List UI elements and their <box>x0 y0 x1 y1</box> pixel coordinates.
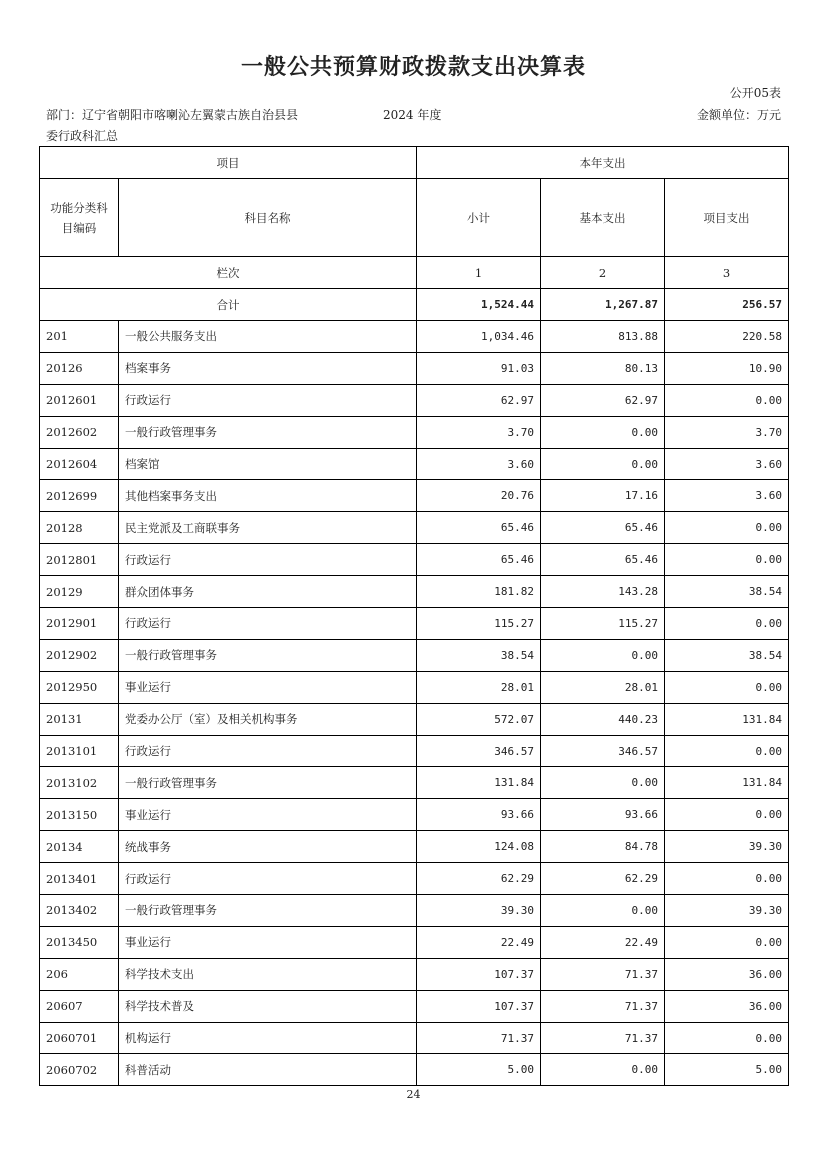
row-basic: 813.88 <box>541 321 665 353</box>
row-code: 2013402 <box>40 895 119 927</box>
row-project: 0.00 <box>665 671 789 703</box>
header-project: 项目 <box>40 147 417 179</box>
row-code: 2013401 <box>40 863 119 895</box>
row-name: 行政运行 <box>119 735 417 767</box>
row-code: 2012699 <box>40 480 119 512</box>
row-basic: 80.13 <box>541 352 665 384</box>
row-project: 0.00 <box>665 926 789 958</box>
column-number-label: 栏次 <box>40 257 417 289</box>
table-row <box>40 352 789 384</box>
row-project: 3.60 <box>665 448 789 480</box>
row-code: 20607 <box>40 990 119 1022</box>
row-code: 2012901 <box>40 608 119 640</box>
row-name: 机构运行 <box>119 1022 417 1054</box>
row-project: 39.30 <box>665 895 789 927</box>
row-name: 一般行政管理事务 <box>119 416 417 448</box>
row-basic: 143.28 <box>541 576 665 608</box>
row-code: 20129 <box>40 576 119 608</box>
row-name: 行政运行 <box>119 544 417 576</box>
row-code: 20134 <box>40 831 119 863</box>
row-basic: 0.00 <box>541 416 665 448</box>
header-current-year: 本年支出 <box>417 147 789 179</box>
table-row <box>40 990 789 1022</box>
table-row <box>40 384 789 416</box>
table-row <box>40 958 789 990</box>
row-subtotal: 107.37 <box>417 958 541 990</box>
row-name: 事业运行 <box>119 799 417 831</box>
row-basic: 0.00 <box>541 448 665 480</box>
page-number: 24 <box>406 1088 421 1101</box>
row-subtotal: 62.29 <box>417 863 541 895</box>
row-subtotal: 181.82 <box>417 576 541 608</box>
row-subtotal: 39.30 <box>417 895 541 927</box>
column-number-1: 1 <box>417 257 541 289</box>
table-row <box>40 639 789 671</box>
row-name: 科学技术普及 <box>119 990 417 1022</box>
row-name: 一般行政管理事务 <box>119 895 417 927</box>
row-basic: 440.23 <box>541 703 665 735</box>
row-subtotal: 1,034.46 <box>417 321 541 353</box>
row-code: 2012801 <box>40 544 119 576</box>
header-project-exp: 项目支出 <box>665 179 789 257</box>
row-project: 0.00 <box>665 735 789 767</box>
column-number-3: 3 <box>665 257 789 289</box>
row-basic: 71.37 <box>541 990 665 1022</box>
row-subtotal: 124.08 <box>417 831 541 863</box>
total-project: 256.57 <box>665 289 789 321</box>
table-code: 公开05表 <box>729 86 781 100</box>
table-row <box>40 544 789 576</box>
total-label: 合计 <box>40 289 417 321</box>
table-row <box>40 321 789 353</box>
table-row <box>40 895 789 927</box>
table-row <box>40 608 789 640</box>
row-basic: 71.37 <box>541 1022 665 1054</box>
table-row <box>40 926 789 958</box>
table-row <box>40 480 789 512</box>
row-subtotal: 38.54 <box>417 639 541 671</box>
row-project: 0.00 <box>665 608 789 640</box>
row-project: 131.84 <box>665 703 789 735</box>
total-row <box>40 289 789 321</box>
row-basic: 22.49 <box>541 926 665 958</box>
department: 部门：辽宁省朝阳市喀喇沁左翼蒙古族自治县县 <box>46 108 299 122</box>
row-name: 行政运行 <box>119 384 417 416</box>
row-name: 党委办公厅（室）及相关机构事务 <box>119 703 417 735</box>
row-name: 一般行政管理事务 <box>119 767 417 799</box>
row-name: 其他档案事务支出 <box>119 480 417 512</box>
row-project: 0.00 <box>665 1022 789 1054</box>
row-code: 2013450 <box>40 926 119 958</box>
row-code: 2012601 <box>40 384 119 416</box>
row-code: 206 <box>40 958 119 990</box>
table-row <box>40 671 789 703</box>
row-basic: 115.27 <box>541 608 665 640</box>
row-basic: 0.00 <box>541 1054 665 1086</box>
row-project: 220.58 <box>665 321 789 353</box>
table-row <box>40 799 789 831</box>
row-name: 一般行政管理事务 <box>119 639 417 671</box>
row-project: 5.00 <box>665 1054 789 1086</box>
row-name: 科学技术支出 <box>119 958 417 990</box>
row-basic: 65.46 <box>541 544 665 576</box>
row-subtotal: 572.07 <box>417 703 541 735</box>
row-code: 2013101 <box>40 735 119 767</box>
table-row <box>40 831 789 863</box>
row-name: 一般公共服务支出 <box>119 321 417 353</box>
row-subtotal: 346.57 <box>417 735 541 767</box>
row-project: 0.00 <box>665 863 789 895</box>
row-subtotal: 3.70 <box>417 416 541 448</box>
row-name: 事业运行 <box>119 671 417 703</box>
row-project: 39.30 <box>665 831 789 863</box>
row-project: 3.60 <box>665 480 789 512</box>
row-project: 0.00 <box>665 384 789 416</box>
row-name: 档案事务 <box>119 352 417 384</box>
row-project: 38.54 <box>665 639 789 671</box>
table-row <box>40 735 789 767</box>
row-subtotal: 65.46 <box>417 512 541 544</box>
header-subject-name: 科目名称 <box>119 179 417 257</box>
row-subtotal: 3.60 <box>417 448 541 480</box>
column-number-row <box>40 257 789 289</box>
row-name: 群众团体事务 <box>119 576 417 608</box>
table-row <box>40 512 789 544</box>
row-basic: 62.29 <box>541 863 665 895</box>
row-project: 38.54 <box>665 576 789 608</box>
row-subtotal: 115.27 <box>417 608 541 640</box>
row-project: 10.90 <box>665 352 789 384</box>
row-project: 0.00 <box>665 512 789 544</box>
row-project: 36.00 <box>665 958 789 990</box>
row-name: 行政运行 <box>119 608 417 640</box>
table-row <box>40 703 789 735</box>
row-subtotal: 22.49 <box>417 926 541 958</box>
row-subtotal: 71.37 <box>417 1022 541 1054</box>
table-row <box>40 1054 789 1086</box>
row-subtotal: 91.03 <box>417 352 541 384</box>
row-name: 事业运行 <box>119 926 417 958</box>
row-subtotal: 20.76 <box>417 480 541 512</box>
row-code: 2012902 <box>40 639 119 671</box>
page-title: 一般公共预算财政拨款支出决算表 <box>240 55 586 80</box>
fiscal-year: 2024 年度 <box>383 108 442 122</box>
row-code: 20131 <box>40 703 119 735</box>
row-basic: 346.57 <box>541 735 665 767</box>
total-subtotal: 1,524.44 <box>417 289 541 321</box>
row-basic: 93.66 <box>541 799 665 831</box>
row-project: 36.00 <box>665 990 789 1022</box>
row-subtotal: 28.01 <box>417 671 541 703</box>
row-name: 行政运行 <box>119 863 417 895</box>
row-name: 科普活动 <box>119 1054 417 1086</box>
row-basic: 0.00 <box>541 767 665 799</box>
row-subtotal: 5.00 <box>417 1054 541 1086</box>
row-basic: 65.46 <box>541 512 665 544</box>
row-basic: 17.16 <box>541 480 665 512</box>
budget-table <box>39 146 789 1086</box>
table-row <box>40 576 789 608</box>
table-row <box>40 863 789 895</box>
table-row <box>40 1022 789 1054</box>
row-project: 0.00 <box>665 799 789 831</box>
header-row-2 <box>40 179 789 257</box>
department-cont: 委行政科汇总 <box>46 129 119 143</box>
header-subtotal: 小计 <box>417 179 541 257</box>
row-code: 2060701 <box>40 1022 119 1054</box>
row-project: 131.84 <box>665 767 789 799</box>
row-name: 档案馆 <box>119 448 417 480</box>
row-subtotal: 107.37 <box>417 990 541 1022</box>
header-func-code: 功能分类科目编码 <box>40 179 119 257</box>
column-number-2: 2 <box>541 257 665 289</box>
row-code: 2013150 <box>40 799 119 831</box>
table-row <box>40 448 789 480</box>
row-project: 0.00 <box>665 544 789 576</box>
row-code: 20126 <box>40 352 119 384</box>
row-subtotal: 62.97 <box>417 384 541 416</box>
row-basic: 0.00 <box>541 639 665 671</box>
total-basic: 1,267.87 <box>541 289 665 321</box>
amount-unit: 金额单位：万元 <box>696 108 781 122</box>
table-row <box>40 416 789 448</box>
header-row-1 <box>40 147 789 179</box>
row-basic: 28.01 <box>541 671 665 703</box>
row-code: 2012950 <box>40 671 119 703</box>
row-project: 3.70 <box>665 416 789 448</box>
row-basic: 84.78 <box>541 831 665 863</box>
row-code: 2012604 <box>40 448 119 480</box>
row-subtotal: 93.66 <box>417 799 541 831</box>
table-row <box>40 767 789 799</box>
row-subtotal: 131.84 <box>417 767 541 799</box>
row-basic: 71.37 <box>541 958 665 990</box>
row-name: 民主党派及工商联事务 <box>119 512 417 544</box>
row-basic: 0.00 <box>541 895 665 927</box>
row-subtotal: 65.46 <box>417 544 541 576</box>
row-basic: 62.97 <box>541 384 665 416</box>
row-code: 20128 <box>40 512 119 544</box>
row-code: 201 <box>40 321 119 353</box>
row-code: 2013102 <box>40 767 119 799</box>
header-basic: 基本支出 <box>541 179 665 257</box>
row-name: 统战事务 <box>119 831 417 863</box>
row-code: 2012602 <box>40 416 119 448</box>
row-code: 2060702 <box>40 1054 119 1086</box>
